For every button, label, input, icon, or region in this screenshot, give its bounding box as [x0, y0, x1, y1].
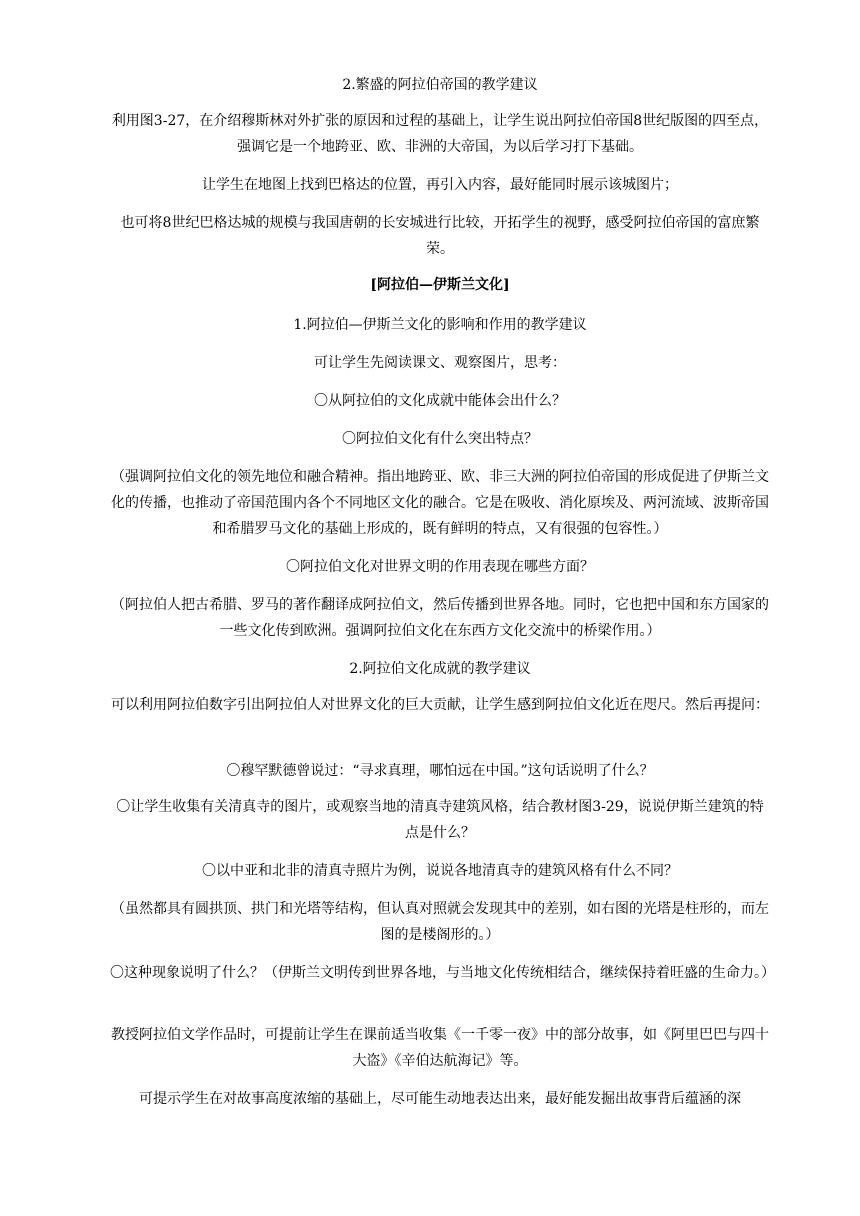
question-muhammad-quote: 〇穆罕默德曾说过：“寻求真理，哪怕远在中国。”这句话说明了什么？	[226, 763, 654, 779]
subheading-culture-influence: 1.阿拉伯—伊斯兰文化的影响和作用的教学建议	[293, 317, 587, 333]
question-mosque-style-difference: 〇以中亚和北非的清真寺照片为例，说说各地清真寺的建筑风格有什么不同？	[202, 863, 678, 879]
question-world-civilization-role: 〇阿拉伯文化对世界文明的作用表现在哪些方面？	[286, 559, 594, 575]
question-culture-features: 〇阿拉伯文化有什么突出特点？	[342, 431, 538, 447]
paragraph-reading-prompt: 可让学生先阅读课文、观察图片，思考：	[314, 355, 566, 371]
question-cultural-achievements: 〇从阿拉伯的文化成就中能体会出什么？	[314, 393, 566, 409]
question-mosque-architecture: 〇让学生收集有关清真寺的图片，或观察当地的清真寺建筑风格，结合教材图3-29，说说伊斯兰建筑的特点是什么？	[116, 799, 764, 841]
paragraph-map-usage: 利用图3-27，在介绍穆斯林对外扩张的原因和过程的基础上，让学生说出阿拉伯帝国8世纪版图的四至点，强调它是一个地跨亚、欧、非洲的大帝国，为以后学习打下基础。	[111, 113, 769, 155]
paragraph-baghdad-location: 让学生在地图上找到巴格达的位置，再引入内容，最好能同时展示该城图片；	[202, 177, 678, 193]
paragraph-arabic-numerals: 可以利用阿拉伯数字引出阿拉伯人对世界文化的巨大贡献，让学生感到阿拉伯文化近在咫尺。然后再提问：	[111, 697, 769, 713]
subheading-culture-achievements: 2.阿拉伯文化成就的教学建议	[349, 661, 531, 677]
paragraph-literature-teaching: 教授阿拉伯文学作品时，可提前让学生在课前适当收集《一千零一夜》中的部分故事，如《阿里巴巴与四十大盗》《辛伯达航海记》等。	[111, 1027, 769, 1069]
note-translation-bridge: （阿拉伯人把古希腊、罗马的著作翻译成阿拉伯文，然后传播到世界各地。同时，它也把中国和东方国家的一些文化传到欧洲。强调阿拉伯文化在东西方文化交流中的桥梁作用。）	[111, 597, 769, 639]
question-phenomenon-meaning: 〇这种现象说明了什么？（伊斯兰文明传到世界各地，与当地文化传统相结合，继续保持着旺盛的生命力。）	[110, 965, 775, 981]
paragraph-baghdad-comparison: 也可将8世纪巴格达城的规模与我国唐朝的长安城进行比较，开拓学生的视野，感受阿拉伯帝国的富庶繁荣。	[120, 215, 760, 257]
paragraph-story-telling-hint: 可提示学生在对故事高度浓缩的基础上，尽可能生动地表达出来，最好能发掘出故事背后蕴涵的深	[139, 1091, 741, 1107]
note-minaret-difference: （虽然都具有圆拱顶、拱门和光塔等结构，但认真对照就会发现其中的差别，如右图的光塔是柱形的，而左图的是楼阁形的。）	[111, 901, 769, 943]
section-heading-arab-empire: 2.繁盛的阿拉伯帝国的教学建议	[342, 77, 538, 93]
note-culture-emphasis: （强调阿拉伯文化的领先地位和融合精神。指出地跨亚、欧、非三大洲的阿拉伯帝国的形成促进了伊斯兰文化的传播，也推动了帝国范围内各个不同地区文化的融合。它是在吸收、消化原埃及、两河流域、波斯帝国和希腊罗马文化的基础上形成的，既有鲜明的特点，又有很强的包容性。）	[111, 469, 769, 537]
section-title-arab-islamic-culture: [阿拉伯—伊斯兰文化]	[370, 277, 510, 293]
